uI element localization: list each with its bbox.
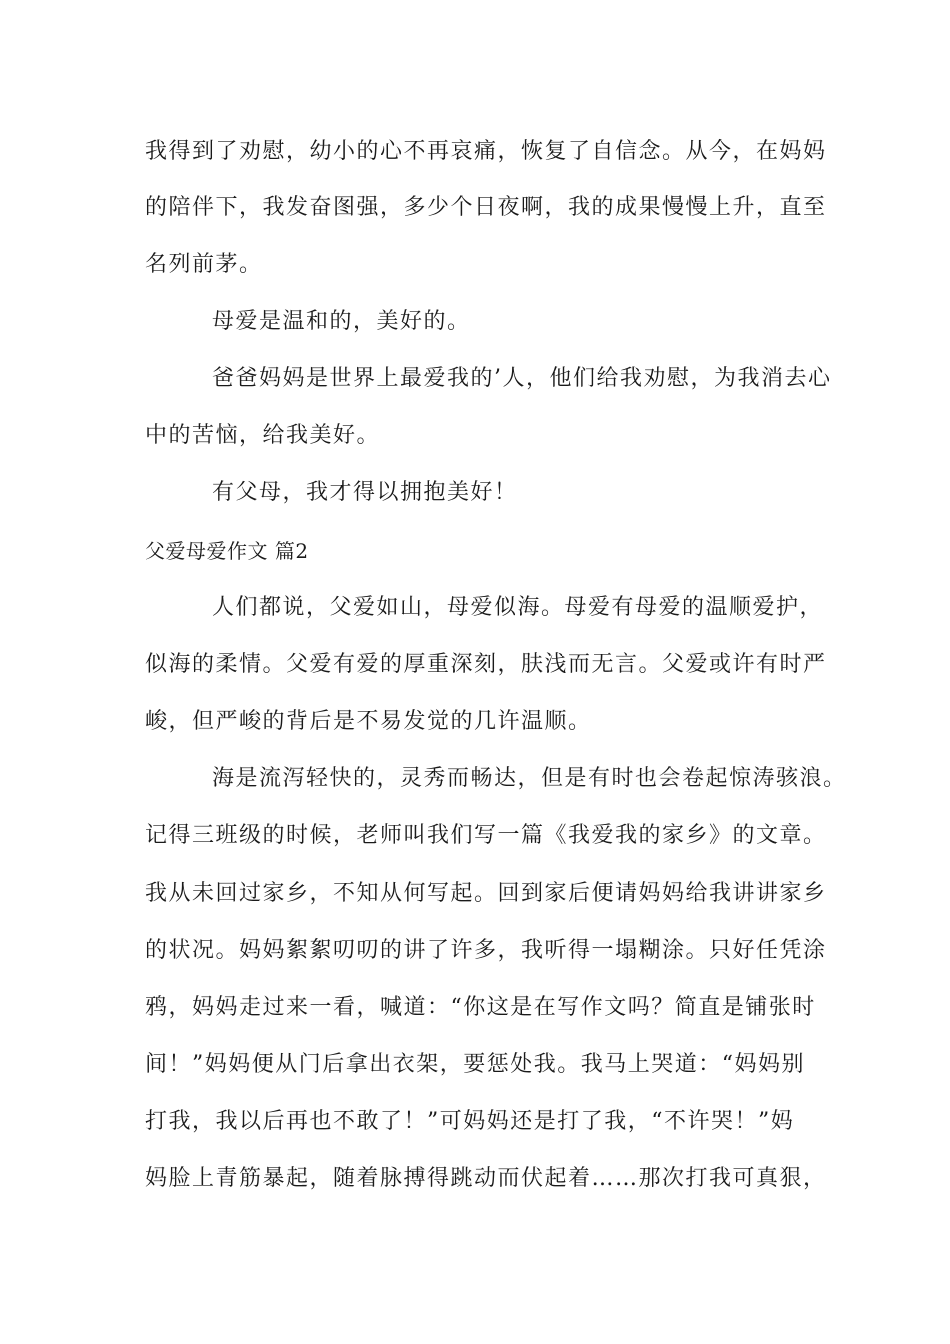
paragraph-first-line: 有父母，我才得以拥抱美好！ [212, 480, 518, 505]
body-text-line: 间！”妈妈便从门后拿出衣架，要惩处我。我马上哭道：“妈妈别 [145, 1052, 805, 1077]
body-text-line: 似海的柔情。父爱有爱的厚重深刻，肤浅而无言。父爱或许有时严 [145, 652, 827, 677]
body-text-line: 我从未回过家乡，不知从何写起。回到家后便请妈妈给我讲讲家乡 [145, 881, 827, 906]
body-text-line: 记得三班级的时候，老师叫我们写一篇《我爱我的家乡》的文章。 [145, 823, 827, 848]
body-text-line: 中的苦恼，给我美好。 [145, 423, 381, 448]
paragraph-first-line: 人们都说，父爱如山，母爱似海。母爱有母爱的温顺爱护， [212, 595, 824, 620]
paragraph-first-line: 爸爸妈妈是世界上最爱我的’人，他们给我劝慰，为我消去心 [212, 366, 832, 391]
paragraph-first-line: 海是流泻轻快的，灵秀而畅达，但是有时也会卷起惊涛骇浪。 [212, 766, 847, 791]
body-text-line: 的陪伴下，我发奋图强，多少个日夜啊，我的成果慢慢上升，直至 [145, 195, 827, 220]
body-text-line: 峻，但严峻的背后是不易发觉的几许温顺。 [145, 709, 592, 734]
body-text-line: 打我，我以后再也不敢了！”可妈妈还是打了我，“不许哭！”妈 [145, 1109, 795, 1134]
paragraph-first-line: 母爱是温和的，美好的。 [212, 309, 471, 334]
body-text-line: 妈脸上青筋暴起，随着脉搏得跳动而伏起着……那次打我可真狠， [145, 1166, 827, 1191]
section-heading: 父爱母爱作文 篇2 [145, 539, 309, 563]
body-text-line: 鸦，妈妈走过来一看，喊道：“你这是在写作文吗？简直是铺张时 [145, 995, 816, 1020]
body-text-line: 名列前茅。 [145, 252, 263, 277]
body-text-line: 的状况。妈妈絮絮叨叨的讲了许多，我听得一塌糊涂。只好任凭涂 [145, 938, 827, 963]
body-text-line: 我得到了劝慰，幼小的心不再哀痛，恢复了自信念。从今，在妈妈 [145, 139, 827, 164]
